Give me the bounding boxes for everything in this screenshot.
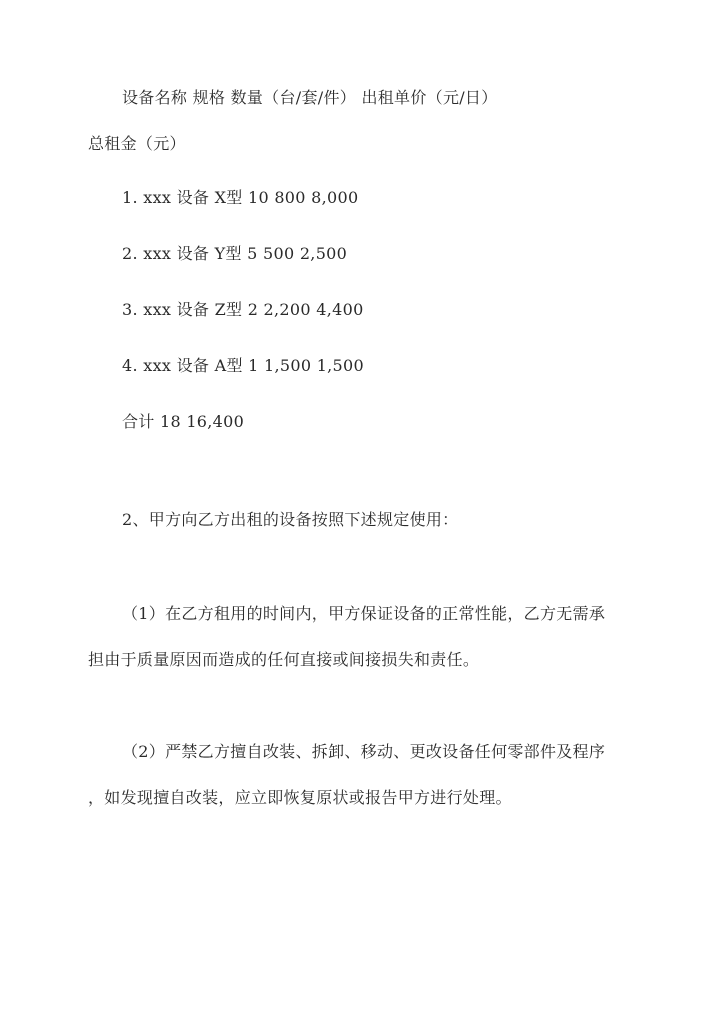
table-row: 4. xxx 设备 A型 1 1,500 1,500	[122, 356, 364, 375]
table-row: 1. xxx 设备 X型 10 800 8,000	[122, 188, 359, 207]
clause-item-1-line-2: 担由于质量原因而造成的任何直接或间接损失和责任。	[88, 650, 480, 669]
clause-item-2-line-2: ，如发现擅自改装，应立即恢复原状或报告甲方进行处理。	[88, 788, 512, 807]
table-header-line-2: 总租金（元）	[88, 134, 186, 153]
table-row: 3. xxx 设备 Z型 2 2,200 4,400	[122, 300, 364, 319]
table-row: 2. xxx 设备 Y型 5 500 2,500	[122, 244, 348, 263]
clause-2-title: 2、甲方向乙方出租的设备按照下述规定使用：	[122, 510, 459, 529]
clause-item-1-line-1: （1）在乙方租用的时间内，甲方保证设备的正常性能，乙方无需承	[122, 604, 606, 623]
table-total: 合计 18 16,400	[122, 412, 245, 431]
table-header-line-1: 设备名称 规格 数量（台/套/件） 出租单价（元/日）	[122, 88, 498, 107]
clause-item-2-line-1: （2）严禁乙方擅自改装、拆卸、移动、更改设备任何零部件及程序	[122, 742, 606, 761]
